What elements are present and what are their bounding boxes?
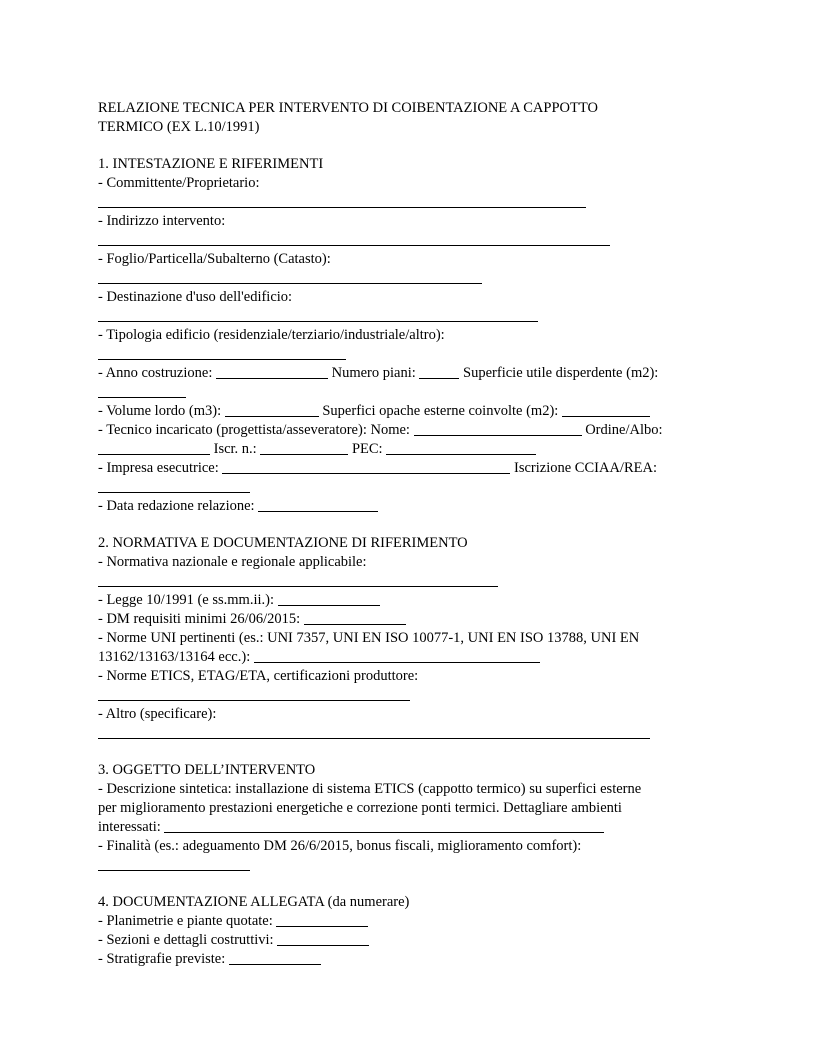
finalita-field[interactable] xyxy=(98,856,250,871)
section-2-heading: 2. NORMATIVA E DOCUMENTAZIONE DI RIFERIMENTO xyxy=(98,535,468,551)
committente-field[interactable] xyxy=(98,193,586,208)
superficie-label: Superficie utile disperdente (m2): xyxy=(463,365,659,381)
destinazione-field[interactable] xyxy=(98,307,538,322)
iscr-field[interactable] xyxy=(260,440,348,455)
impresa-label: - Impresa esecutrice: xyxy=(98,460,219,476)
section-1-heading: 1. INTESTAZIONE E RIFERIMENTI xyxy=(98,156,324,172)
opache-field[interactable] xyxy=(562,402,650,417)
destinazione-label: - Destinazione d'uso dell'edificio: xyxy=(98,289,293,305)
cciaa-label: Iscrizione CCIAA/REA: xyxy=(514,460,657,476)
legge-field[interactable] xyxy=(278,591,380,606)
anno-label: - Anno costruzione: xyxy=(98,365,213,381)
uni-label-line-1: - Norme UNI pertinenti (es.: UNI 7357, UNI EN ISO 10077-1, UNI EN ISO 13788, UNI EN xyxy=(98,630,640,646)
indirizzo-field[interactable] xyxy=(98,231,610,246)
volume-field[interactable] xyxy=(225,402,319,417)
stratigrafie-field[interactable] xyxy=(229,950,321,965)
data-label: - Data redazione relazione: xyxy=(98,498,255,514)
nazionale-field[interactable] xyxy=(98,572,498,587)
uni-field[interactable] xyxy=(254,648,540,663)
tecnico-label: - Tecnico incaricato (progettista/asseveratore): Nome: xyxy=(98,422,410,438)
committente-label: - Committente/Proprietario: xyxy=(98,175,260,191)
data-field[interactable] xyxy=(258,497,378,512)
piani-label: Numero piani: xyxy=(331,365,416,381)
section-3-heading: 3. OGGETTO DELL’INTERVENTO xyxy=(98,762,316,778)
foglio-label: - Foglio/Particella/Subalterno (Catasto): xyxy=(98,251,331,267)
legge-label: - Legge 10/1991 (e ss.mm.ii.): xyxy=(98,592,274,608)
volume-label: - Volume lordo (m3): xyxy=(98,403,222,419)
pec-label: PEC: xyxy=(351,441,383,457)
ordine-label: Ordine/Albo: xyxy=(585,422,663,438)
impresa-field[interactable] xyxy=(222,459,510,474)
superficie-field[interactable] xyxy=(98,383,186,398)
pec-field[interactable] xyxy=(386,440,536,455)
uni-label-line-2: 13162/13163/13164 ecc.): xyxy=(98,649,251,665)
altro-label: - Altro (specificare): xyxy=(98,706,217,722)
etics-label: - Norme ETICS, ETAG/ETA, certificazioni produttore: xyxy=(98,668,419,684)
etics-field[interactable] xyxy=(98,686,410,701)
nazionale-label: - Normativa nazionale e regionale applicabile: xyxy=(98,554,367,570)
section-4-heading: 4. DOCUMENTAZIONE ALLEGATA xyxy=(98,894,325,910)
tecnico-nome-field[interactable] xyxy=(414,421,582,436)
stratigrafie-label: - Stratigrafie previste: xyxy=(98,951,226,967)
indirizzo-label: - Indirizzo intervento: xyxy=(98,213,226,229)
piani-field[interactable] xyxy=(419,364,459,379)
dm-field[interactable] xyxy=(304,610,406,625)
descrizione-line-1: - Descrizione sintetica: installazione di sistema ETICS (cappotto termico) su superfici esterne xyxy=(98,781,642,797)
finalita-label: - Finalità (es.: adeguamento DM 26/6/2015, bonus fiscali, miglioramento comfort): xyxy=(98,838,582,854)
descrizione-line-2: per miglioramento prestazioni energetiche e correzione ponti termici. Dettagliare ambienti xyxy=(98,800,622,816)
cciaa-field[interactable] xyxy=(98,478,250,493)
document-title-line-1: RELAZIONE TECNICA PER INTERVENTO DI COIBENTAZIONE A CAPPOTTO xyxy=(98,100,598,116)
section-4-heading-note: (da numerare) xyxy=(327,894,410,910)
foglio-field[interactable] xyxy=(98,269,482,284)
ambienti-field[interactable] xyxy=(164,818,604,833)
sezioni-field[interactable] xyxy=(277,931,369,946)
document-title-line-2: TERMICO (EX L.10/1991) xyxy=(98,119,260,135)
ambienti-label: interessati: xyxy=(98,819,161,835)
sezioni-label: - Sezioni e dettagli costruttivi: xyxy=(98,932,274,948)
anno-field[interactable] xyxy=(216,364,328,379)
ordine-field[interactable] xyxy=(98,440,210,455)
tipologia-field[interactable] xyxy=(98,345,346,360)
iscr-label: Iscr. n.: xyxy=(213,441,257,457)
tipologia-label: - Tipologia edificio (residenziale/terziario/industriale/altro): xyxy=(98,327,445,343)
dm-label: - DM requisiti minimi 26/06/2015: xyxy=(98,611,301,627)
document-body xyxy=(98,99,723,969)
opache-label: Superfici opache esterne coinvolte (m2): xyxy=(322,403,559,419)
altro-field[interactable] xyxy=(98,724,650,739)
planimetrie-field[interactable] xyxy=(276,912,368,927)
planimetrie-label: - Planimetrie e piante quotate: xyxy=(98,913,273,929)
